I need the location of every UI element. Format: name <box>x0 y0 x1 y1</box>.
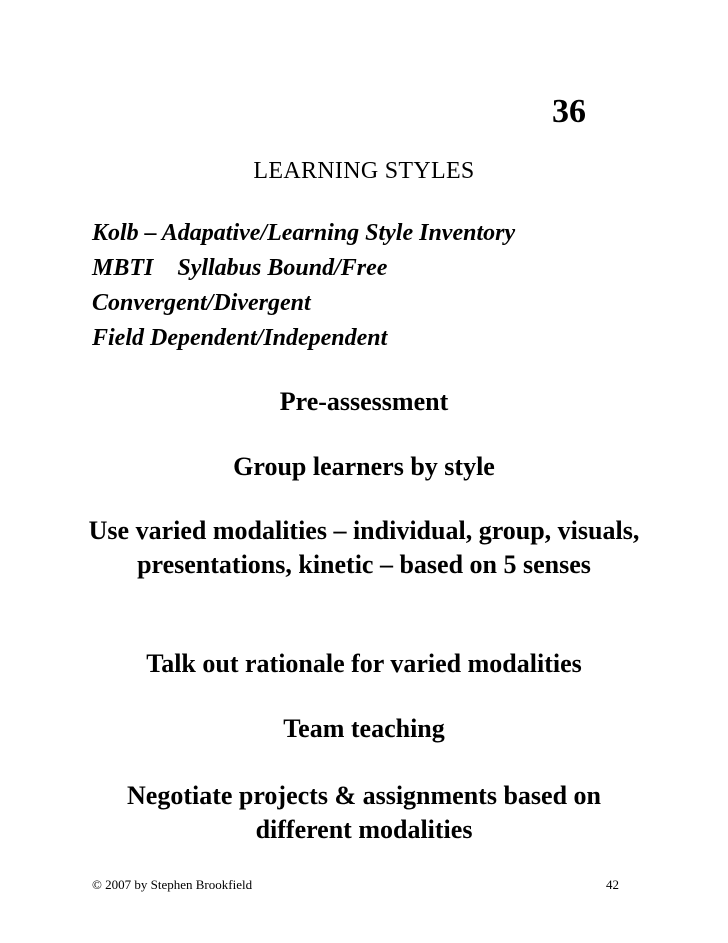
style-item-kolb: Kolb – Adapative/Learning Style Inventory <box>92 220 516 246</box>
copyright-notice: © 2007 by Stephen Brookfield <box>92 877 253 892</box>
style-item-convergent: Convergent/Divergent <box>92 290 311 316</box>
point-group-learners: Group learners by style <box>233 452 495 481</box>
point-varied-modalities: Use varied modalities – individual, group, visuals, presentations, kinetic – based on 5 senses <box>88 516 640 579</box>
page-title: LEARNING STYLES <box>253 158 475 184</box>
style-item-mbti: MBTI Syllabus Bound/Free <box>92 255 388 281</box>
footer-page-number: 42 <box>606 877 619 892</box>
point-team-teaching: Team teaching <box>283 714 445 743</box>
point-talk-out-rationale: Talk out rationale for varied modalities <box>146 649 582 678</box>
point-negotiate-projects: Negotiate projects & assignments based on different modalities <box>127 781 601 844</box>
point-pre-assessment: Pre-assessment <box>279 387 449 416</box>
learning-style-list <box>92 216 515 356</box>
style-item-field-dependent: Field Dependent/Independent <box>92 325 388 351</box>
slide-number: 36 <box>552 93 586 130</box>
